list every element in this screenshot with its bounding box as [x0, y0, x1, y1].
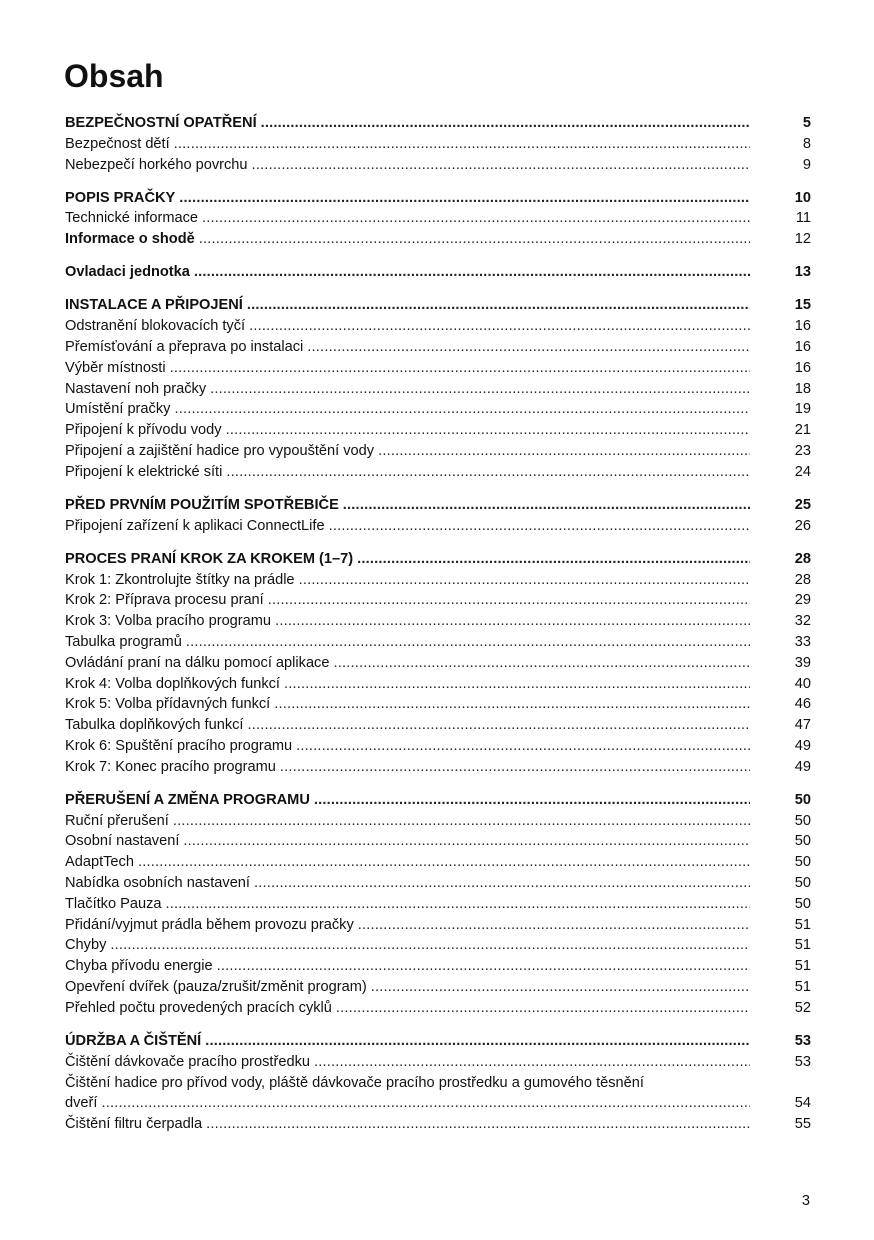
- toc-entry-label: Připojení k přívodu vody: [65, 422, 222, 439]
- toc-entry-label: Připojení k elektrické síti: [65, 463, 223, 480]
- toc-dot-leader: [280, 757, 750, 778]
- toc-section-description: [65, 188, 811, 250]
- toc-dot-leader: [299, 570, 750, 591]
- toc-entry-page: 16: [794, 339, 811, 356]
- toc-dot-leader: [247, 295, 750, 316]
- toc-entry-page: 18: [794, 380, 811, 397]
- toc-dot-leader: [247, 715, 750, 736]
- toc-entry-label: Informace o shodě: [65, 231, 195, 248]
- toc-dot-leader: [110, 935, 750, 956]
- toc-entry-heading[interactable]: [65, 1031, 811, 1052]
- toc-entry-page: 5: [802, 115, 811, 131]
- toc-entry[interactable]: [65, 208, 811, 229]
- toc-entry-label: Bezpečnost dětí: [65, 135, 170, 152]
- toc-entry-label: AdaptTech: [65, 854, 134, 871]
- toc-entry-heading[interactable]: [65, 262, 811, 283]
- toc-entry-page: 23: [794, 443, 811, 460]
- toc-entry[interactable]: [65, 894, 811, 915]
- toc-entry-label: Tlačítko Pauza: [65, 895, 162, 912]
- toc-entry[interactable]: [65, 155, 811, 176]
- toc-entry-page: 39: [794, 654, 811, 671]
- toc-entry-page: 25: [794, 496, 811, 513]
- toc-entry-page: 47: [794, 717, 811, 734]
- toc-dot-leader: [357, 549, 750, 570]
- toc-entry-page: 19: [794, 401, 811, 418]
- toc-entry-label: ÚDRŽBA A ČIŠTĚNÍ: [65, 1032, 202, 1049]
- toc-entry-label: PROCES PRANÍ KROK ZA KROKEM (1–7): [65, 550, 354, 567]
- toc-dot-leader: [252, 155, 750, 176]
- toc-entry-label: Ovládání praní na dálku pomocí aplikace: [65, 654, 330, 671]
- toc-entry-page: 32: [794, 613, 811, 630]
- toc-entry[interactable]: [65, 134, 811, 155]
- toc-entry[interactable]: [65, 420, 811, 441]
- toc-entry[interactable]: [65, 935, 811, 956]
- toc-section-control-unit: [65, 262, 811, 283]
- toc-entry-label: Krok 7: Konec pracího programu: [65, 758, 276, 775]
- toc-dot-leader: [183, 831, 750, 852]
- toc-entry-page: 28: [794, 571, 811, 588]
- toc-entry-page: 50: [794, 791, 811, 808]
- toc-entry-label: Krok 2: Příprava procesu praní: [65, 592, 264, 609]
- toc-dot-leader: [333, 653, 750, 674]
- toc-entry-page: 49: [794, 738, 811, 754]
- toc-entry-label: Krok 1: Zkontrolujte štítky na prádle: [65, 571, 295, 588]
- toc-entry-page: 29: [794, 592, 811, 609]
- toc-dot-leader: [307, 337, 750, 358]
- toc-dot-leader: [254, 873, 750, 894]
- toc-dot-leader: [194, 262, 750, 283]
- toc-dot-leader: [205, 1031, 750, 1052]
- toc-entry-label-wrapped[interactable]: Čištění hadice pro přívod vody, pláště dávkovače pracího prostředku a gumového těsnění: [65, 1074, 644, 1091]
- toc-entry-label: Připojení zařízení k aplikaci ConnectLife: [65, 517, 325, 534]
- toc-entry[interactable]: [65, 736, 811, 757]
- toc-entry-page: 49: [794, 758, 811, 775]
- toc-entry-page: 55: [794, 1116, 811, 1133]
- toc-entry-heading[interactable]: [65, 113, 811, 134]
- toc-entry[interactable]: [65, 998, 811, 1019]
- toc-entry[interactable]: [65, 956, 811, 977]
- toc-entry[interactable]: [65, 399, 811, 420]
- toc-dot-leader: [174, 399, 750, 420]
- toc-entry-page: 52: [794, 999, 811, 1016]
- toc-dot-leader: [378, 441, 750, 462]
- toc-entry[interactable]: [65, 632, 811, 653]
- toc-entry-page: 50: [794, 854, 811, 871]
- toc-dot-leader: [296, 736, 750, 757]
- toc-entry-page: 50: [794, 833, 811, 850]
- toc-entry-label: INSTALACE A PŘIPOJENÍ: [65, 297, 243, 314]
- toc-entry-page: 54: [794, 1095, 811, 1112]
- toc-entry[interactable]: [65, 977, 811, 998]
- toc-entry-label: Nebezpečí horkého povrchu: [65, 156, 248, 173]
- toc-entry-label: Technické informace: [65, 210, 199, 227]
- toc-entry-label: Nastavení noh pračky: [65, 380, 207, 397]
- toc-entry[interactable]: [65, 873, 811, 894]
- toc-entry[interactable]: [65, 358, 811, 379]
- toc-entry[interactable]: [65, 653, 811, 674]
- toc-dot-leader: [314, 1052, 750, 1073]
- toc-entry-label: Přehled počtu provedených pracích cyklů: [65, 999, 332, 1016]
- toc-entry-page: 16: [794, 359, 811, 376]
- toc-entry-heading[interactable]: [65, 495, 811, 516]
- toc-entry-label: Osobní nastavení: [65, 833, 180, 850]
- toc-entry-label: Opevření dvířek (pauza/zrušit/změnit program): [65, 979, 367, 996]
- toc-entry-page: 13: [794, 264, 811, 281]
- toc-dot-leader: [329, 516, 750, 537]
- toc-entry[interactable]: [65, 1114, 811, 1135]
- toc-entry-page: 51: [794, 916, 811, 933]
- toc-entry-page: 50: [794, 895, 811, 912]
- toc-entry-page: 21: [794, 422, 811, 439]
- toc-dot-leader: [371, 977, 750, 998]
- toc-entry-page: 16: [794, 318, 811, 335]
- toc-entry-heading[interactable]: [65, 549, 811, 570]
- toc-entry[interactable]: [65, 379, 811, 400]
- toc-dot-leader: [166, 894, 750, 915]
- toc-dot-leader: [170, 358, 750, 379]
- toc-entry-label: Ovladaci jednotka: [65, 264, 190, 281]
- toc-entry-label: Tabulka doplňkových funkcí: [65, 717, 244, 734]
- toc-entry-label: Výběr místnosti: [65, 359, 166, 376]
- toc-dot-leader: [199, 229, 750, 250]
- toc-entry-heading[interactable]: [65, 295, 811, 316]
- toc-entry-label: Ruční přerušení: [65, 812, 169, 829]
- toc-dot-leader: [336, 998, 750, 1019]
- toc-entry-page: 51: [794, 979, 811, 996]
- toc-entry-page: 8: [802, 135, 811, 152]
- toc-entry[interactable]: [65, 831, 811, 852]
- toc-entry-label: Chyby: [65, 937, 107, 954]
- toc-entry-label: Nabídka osobních nastavení: [65, 875, 250, 892]
- toc-entry[interactable]: [65, 462, 811, 483]
- toc-entry-label: POPIS PRAČKY: [65, 189, 176, 206]
- toc-entry-page: 33: [794, 634, 811, 651]
- toc-entry[interactable]: [65, 1093, 811, 1114]
- toc-entry[interactable]: [65, 590, 811, 611]
- toc-dot-leader: [314, 790, 750, 811]
- toc-dot-leader: [275, 611, 750, 632]
- toc-dot-leader: [261, 113, 750, 134]
- toc-entry-label: Přemísťování a přeprava po instalaci: [65, 339, 304, 356]
- toc-entry-label: Krok 3: Volba pracího programu: [65, 613, 272, 630]
- toc-entry[interactable]: [65, 811, 811, 832]
- toc-dot-leader: [358, 915, 750, 936]
- toc-dot-leader: [174, 134, 750, 155]
- toc-entry-page: 50: [794, 875, 811, 892]
- toc-dot-leader: [101, 1093, 750, 1114]
- toc-entry-label: Chyba přívodu energie: [65, 958, 213, 975]
- toc-entry-page: 50: [794, 812, 811, 829]
- toc-entry-page: 24: [794, 463, 811, 480]
- toc-dot-leader: [226, 420, 750, 441]
- toc-entry-page: 28: [794, 550, 811, 567]
- toc-section-installation: [65, 295, 811, 482]
- toc-dot-leader: [186, 632, 750, 653]
- toc-entry-label: Odstranění blokovacích tyčí: [65, 318, 246, 335]
- toc-entry-heading[interactable]: [65, 790, 811, 811]
- toc-entry[interactable]: [65, 316, 811, 337]
- table-of-contents: [65, 113, 811, 1147]
- toc-section-safety: [65, 113, 811, 175]
- toc-entry-page: 53: [794, 1053, 811, 1070]
- toc-dot-leader: [173, 811, 750, 832]
- toc-entry-page: 9: [802, 156, 811, 173]
- toc-entry-label: Tabulka programů: [65, 634, 182, 651]
- toc-entry-heading[interactable]: [65, 188, 811, 209]
- toc-entry-page: 11: [795, 210, 811, 227]
- toc-entry[interactable]: [65, 516, 811, 537]
- toc-entry-label: BEZPEČNOSTNÍ OPATŘENÍ: [65, 115, 257, 131]
- toc-entry-page: 40: [794, 675, 811, 692]
- toc-entry-page: 51: [794, 937, 811, 954]
- toc-entry[interactable]: [65, 915, 811, 936]
- toc-entry-label-continued: dveří: [65, 1095, 98, 1112]
- toc-entry[interactable]: [65, 715, 811, 736]
- toc-entry-label: PŘERUŠENÍ A ZMĚNA PROGRAMU: [65, 791, 310, 808]
- toc-dot-leader: [274, 694, 750, 715]
- toc-entry[interactable]: [65, 229, 811, 250]
- toc-entry-label: Přidání/vyjmut prádla během provozu pračky: [65, 916, 354, 933]
- toc-section-interruption: [65, 790, 811, 1019]
- toc-dot-leader: [138, 852, 750, 873]
- toc-entry-page: 26: [794, 517, 811, 534]
- toc-entry-label: Krok 4: Volba doplňkových funkcí: [65, 675, 280, 692]
- toc-entry-label: Čištění filtru čerpadla: [65, 1116, 203, 1133]
- toc-entry[interactable]: [65, 570, 811, 591]
- toc-dot-leader: [179, 188, 750, 209]
- toc-entry-page: 46: [794, 696, 811, 713]
- toc-entry-page: 53: [794, 1032, 811, 1049]
- toc-entry-page: 12: [794, 231, 811, 248]
- toc-dot-leader: [206, 1114, 750, 1135]
- toc-entry-page: 15: [794, 297, 811, 314]
- toc-entry-label: Krok 5: Volba přídavných funkcí: [65, 696, 271, 713]
- toc-section-maintenance: [65, 1031, 811, 1135]
- toc-entry-label: Připojení a zajištění hadice pro vypouštění vody: [65, 443, 375, 460]
- toc-dot-leader: [343, 495, 750, 516]
- toc-entry[interactable]: [65, 441, 811, 462]
- toc-entry[interactable]: [65, 1052, 811, 1073]
- toc-entry[interactable]: [65, 337, 811, 358]
- page-number: 3: [801, 1193, 810, 1209]
- toc-entry[interactable]: [65, 694, 811, 715]
- toc-entry[interactable]: [65, 611, 811, 632]
- toc-dot-leader: [284, 674, 750, 695]
- toc-dot-leader: [202, 208, 750, 229]
- page-title: Obsah: [64, 58, 164, 94]
- toc-entry-label: Čištění dávkovače pracího prostředku: [65, 1053, 310, 1070]
- toc-section-first-use: [65, 495, 811, 537]
- toc-entry-page: 10: [794, 189, 811, 206]
- toc-entry[interactable]: [65, 757, 811, 778]
- toc-dot-leader: [226, 462, 750, 483]
- toc-entry[interactable]: [65, 674, 811, 695]
- toc-dot-leader: [210, 379, 750, 400]
- toc-dot-leader: [268, 590, 750, 611]
- toc-entry-page: 51: [794, 958, 811, 975]
- toc-entry[interactable]: [65, 852, 811, 873]
- toc-entry-label: Umístění pračky: [65, 401, 171, 418]
- toc-entry-label: Krok 6: Spuštění pracího programu: [65, 738, 293, 754]
- toc-dot-leader: [217, 956, 750, 977]
- toc-dot-leader: [249, 316, 750, 337]
- toc-entry-label: PŘED PRVNÍM POUŽITÍM SPOTŘEBIČE: [65, 496, 339, 513]
- toc-section-washing-process: [65, 549, 811, 778]
